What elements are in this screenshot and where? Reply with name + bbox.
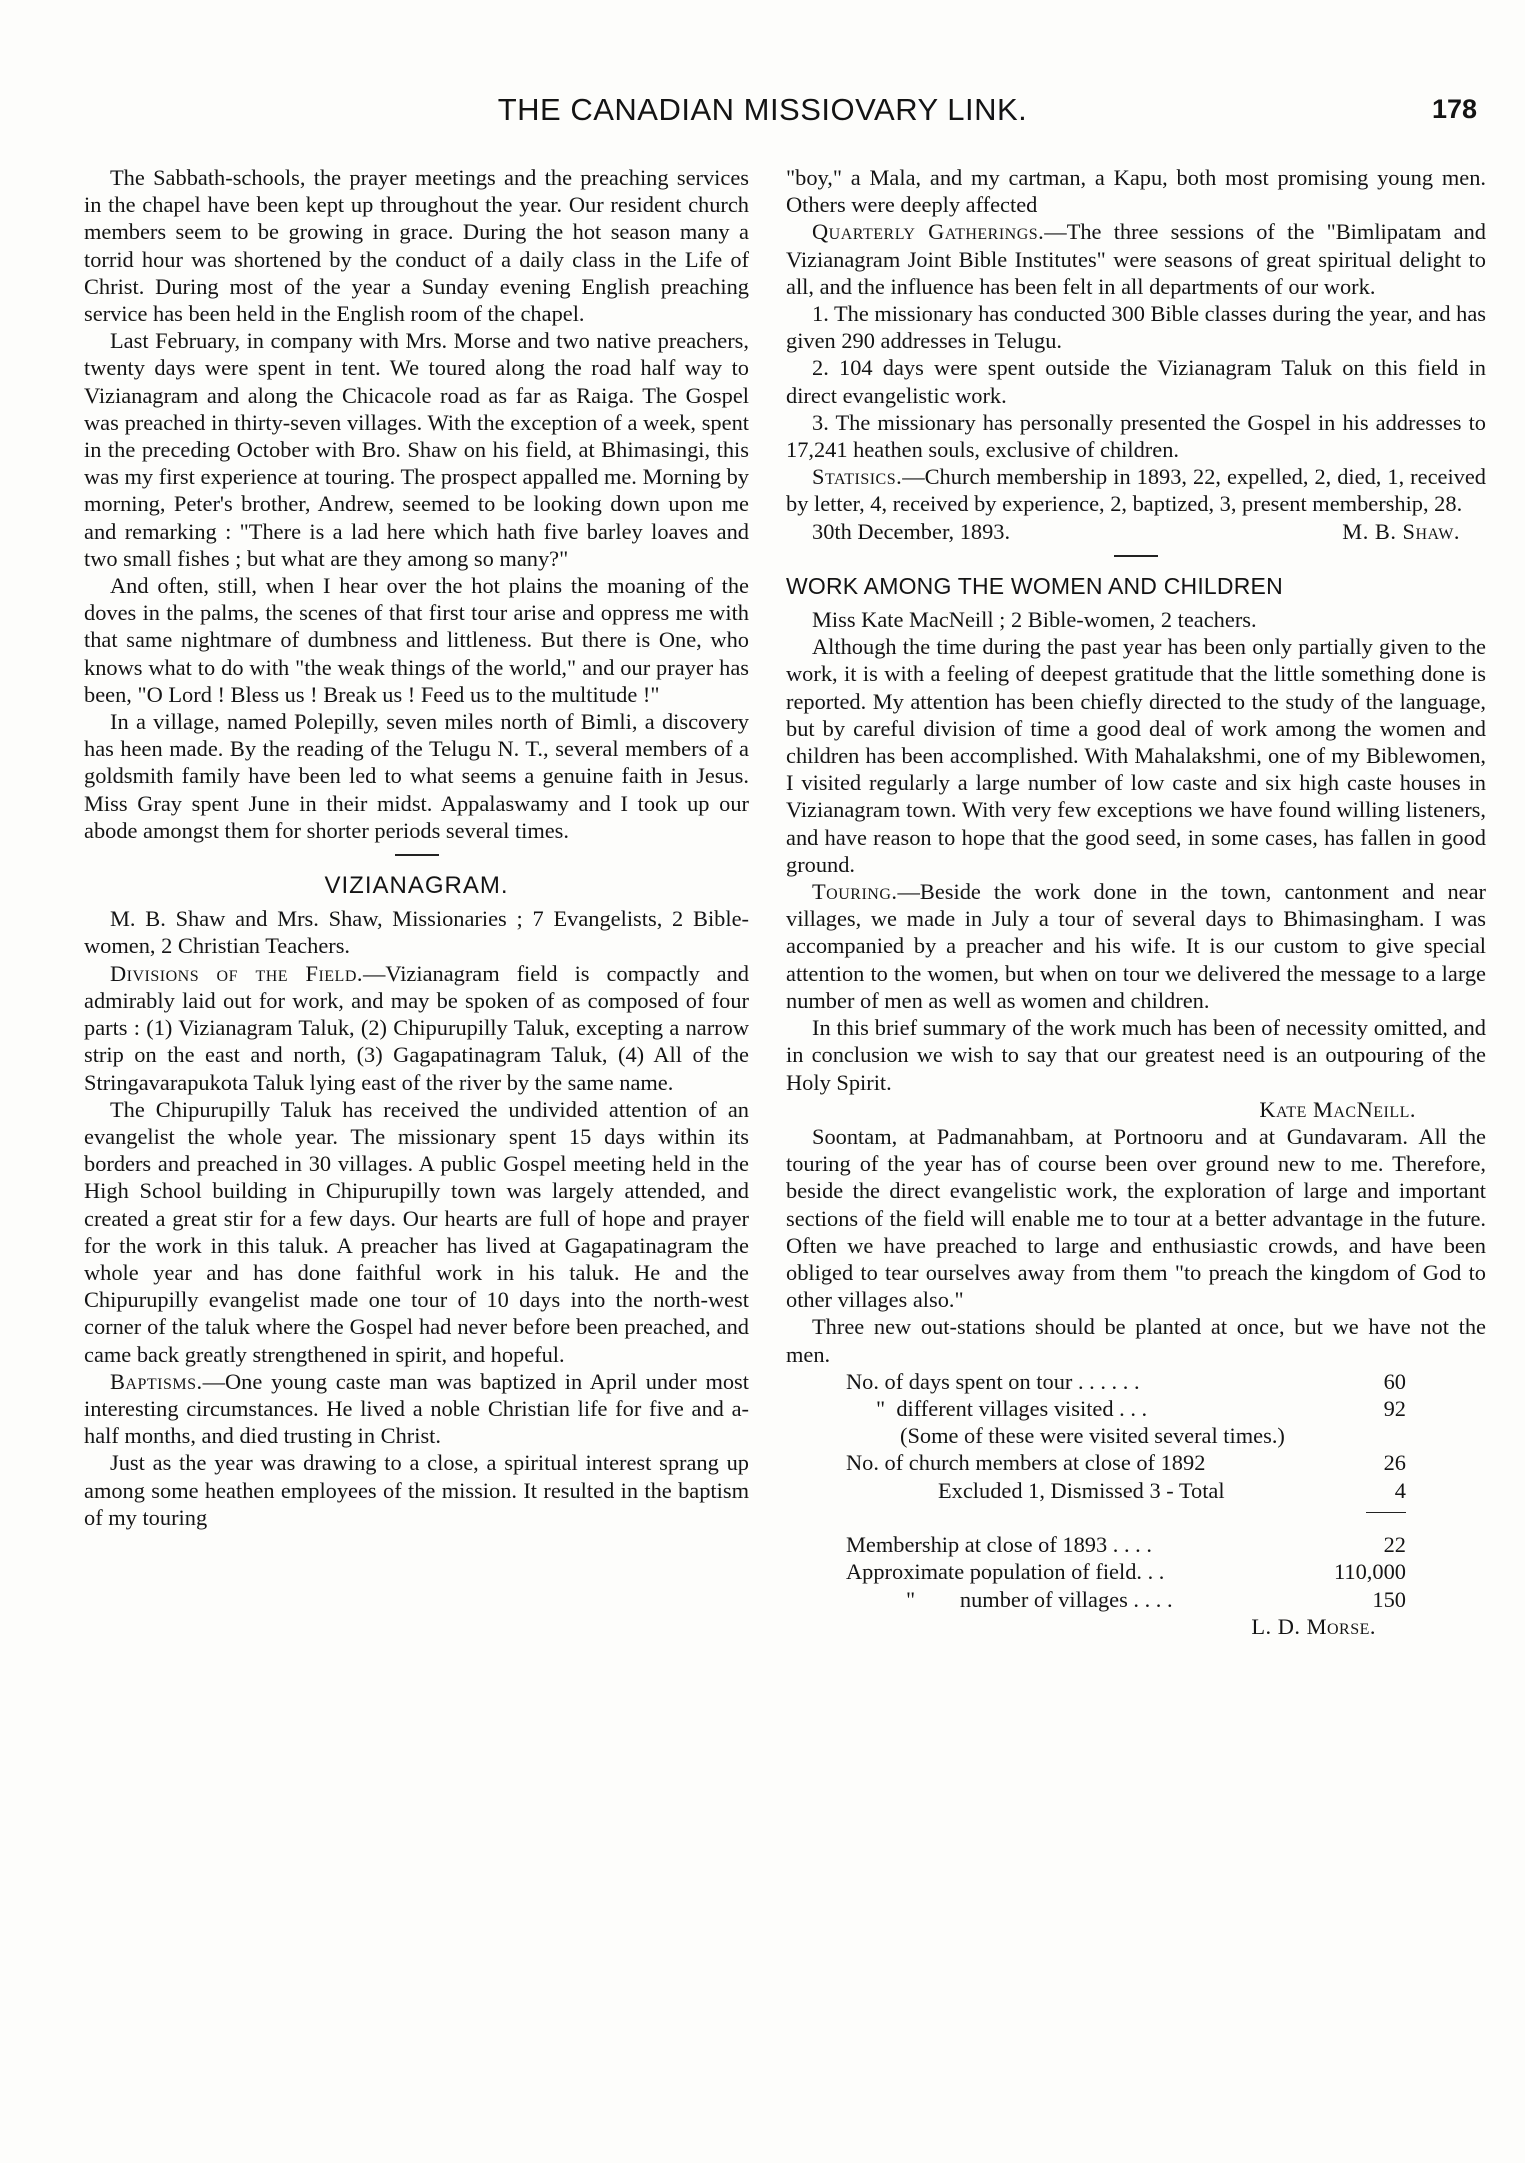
paragraph: Although the time during the past year has been only partially given to the work, it is with a feeling of deepest gratitude that the little something done is reported. My attention has been chiefly directed to the study of the language, but by careful division of time a good deal of work among the women and children has been accomplished. With Mahalakshmi, one of my Biblewomen, I visited regularly a large number of low caste and six high caste houses in Vizianagram town. With very few exceptions we have found willing listeners, and have reason to hope that the good seed, in some cases, has fallen in good ground.	[786, 634, 1486, 877]
stat-row	[846, 1531, 1406, 1558]
right-column	[786, 164, 1486, 1640]
sum-rule	[1366, 1512, 1406, 1514]
divider	[1114, 555, 1158, 557]
paragraph: The Sabbath-schools, the prayer meetings and the preaching services in the chapel have been kept up throughout the year. Our resident church members seem to be growing in grace. During the hot season many a torrid hour was shortened by the conduct of a daily class in the Life of Christ. During most of the year a Sunday evening English preaching service has been held in the English room of the chapel.	[84, 165, 749, 327]
divider	[395, 854, 439, 856]
stat-row	[846, 1558, 1406, 1585]
run-in-heading: Divisions of the Field.	[110, 960, 363, 986]
stat-label: Approximate population of field. . .	[846, 1559, 1165, 1585]
paragraph	[84, 960, 749, 1096]
run-in-heading: Statisics.	[812, 464, 903, 490]
stat-row	[846, 1395, 1406, 1422]
stat-value: 150	[1372, 1586, 1406, 1612]
section-heading: WORK AMONG THE WOMEN AND CHILDREN	[786, 572, 1283, 599]
paragraph: In a village, named Polepilly, seven miles north of Bimli, a discovery has heen made. By the reading of the Telugu N. T., several members of a goldsmith family have been led to what seems a genuine faith in Jesus. Miss Gray spent June in their midst. Appalaswamy and I took up our abode amongst them for shorter periods several times.	[84, 709, 749, 843]
staff-line: M. B. Shaw and Mrs. Shaw, Missionaries ; 7 Evangelists, 2 Bible-women, 2 Christian Teachers.	[84, 906, 749, 959]
paragraph: Three new out-stations should be planted at once, but we have not the men.	[786, 1314, 1486, 1367]
paragraph	[786, 463, 1486, 517]
statistics-table	[846, 1368, 1406, 1613]
stat-value: 92	[1383, 1395, 1406, 1421]
journal-title: THE CANADIAN MISSIOVARY LINK.	[497, 92, 1028, 127]
dateline	[786, 518, 1486, 545]
stat-label: No. of days spent on tour . . . . . .	[846, 1368, 1140, 1394]
list-item: 3. The missionary has personally presented the Gospel in his addresses to 17,241 heathen souls, exclusive of children.	[786, 409, 1486, 463]
list-item: 1. The missionary has conducted 300 Bible classes during the year, and has given 290 addresses in Telugu.	[786, 301, 1486, 354]
stat-value: 60	[1383, 1368, 1406, 1394]
stat-row	[846, 1449, 1406, 1476]
stat-note: (Some of these were visited several times.)	[900, 1423, 1285, 1449]
paragraph-text: —One young caste man was baptized in April under most interesting circumstances. He lived a noble Christian life for five and a-half months, and died trusting in Christ.	[84, 1368, 749, 1449]
paragraph: Just as the year was drawing to a close, a spiritual interest sprang up among some heathen employees of the mission. It resulted in the baptism of my touring	[84, 1450, 749, 1530]
run-in-heading: Quarterly Gatherings.	[812, 219, 1045, 245]
paragraph: "boy," a Mala, and my cartman, a Kapu, both most promising young men. Others were deeply affected	[786, 165, 1486, 218]
stat-label: Excluded 1, Dismissed 3 - Total	[938, 1477, 1225, 1503]
paragraph-text: —Church membership in 1893, 22, expelled, 2, died, 1, received by letter, 4, received by experience, 2, baptized, 3, present membership, 28.	[786, 464, 1486, 517]
date: 30th December, 1893.	[812, 518, 1011, 544]
left-column	[84, 164, 749, 1531]
signature: M. B. Shaw.	[1342, 518, 1460, 544]
stat-label: " number of villages . . . .	[906, 1586, 1173, 1612]
run-in-heading: Baptisms.	[110, 1368, 203, 1394]
paragraph: And often, still, when I hear over the hot plains the moaning of the doves in the palms, the scenes of that first tour arise and oppress me with that same nightmare of dumbness and littleness. But there is One, who knows what to do with "the weak things of the world," and our prayer has been, "O Lord ! Bless us ! Break us ! Feed us to the multitude !"	[84, 573, 749, 707]
paragraph: The Chipurupilly Taluk has received the undivided attention of an evangelist the whole year. The missionary spent 15 days within its borders and preached in 30 villages. A public Gospel meeting held in the High School building in Chipurupilly town was largely attended, and created a great stir for a few days. Our hearts are full of hope and prayer for the work in this taluk. A preacher has lived at Gagapatinagram the whole year and has done faithful work in his taluk. He and the Chipurupilly evangelist made one tour of 10 days into the north-west corner of the taluk where the Gospel had never before been preached, and came back greatly strengthened in spirit, and hopeful.	[84, 1096, 749, 1367]
running-header	[0, 92, 1525, 132]
list-item: 2. 104 days were spent outside the Vizianagram Taluk on this field in direct evangelistic work.	[786, 355, 1486, 408]
run-in-heading: Touring.	[812, 879, 898, 905]
stat-label: " different villages visited . . .	[876, 1395, 1148, 1421]
paragraph: Last February, in company with Mrs. Morse and two native preachers, twenty days were spent in tent. We toured along the road half way to Vizianagram and along the Chicacole road as far as Raiga. The Gospel was preached in thirty-seven villages. With the exception of a week, spent in the preceding October with Bro. Shaw on his field, at Bhimasingi, this was my first experience at touring. The prospect appalled me. Morning by morning, Peter's brother, Andrew, seemed to be looking down upon me and remarking : "There is a lad here which hath five barley loaves and two small fishes ; but what are they among so many?"	[84, 328, 749, 571]
signature: L. D. Morse.	[1251, 1613, 1376, 1639]
stat-value: 26	[1383, 1450, 1406, 1476]
stat-label: Membership at close of 1893 . . . .	[846, 1532, 1152, 1558]
stat-row	[846, 1368, 1406, 1395]
paragraph-text: —Vizianagram field is compactly and admirably laid out for work, and may be spoken of as composed of four parts : (1) Vizianagram Taluk, (2) Chipurupilly Taluk, excepting a narrow strip on the east and north, (3) Gagapatinagram Taluk, (4) All of the Stringavarapukota Taluk lying east of the river by the same name.	[84, 960, 749, 1095]
paragraph: Soontam, at Padmanahbam, at Portnooru and at Gundavaram. All the touring of the year has of course been over ground new to me. Therefore, beside the direct evangelistic work, the exploration of large and important sections of the field will enable me to tour at a better advantage in the future. Often we have preached to large and enthusiastic crowds, and have been obliged to tear ourselves away from them "to preach the kingdom of God to other villages also."	[786, 1123, 1486, 1313]
signature: Kate MacNeill.	[1259, 1096, 1416, 1122]
staff-line: Miss Kate MacNeill ; 2 Bible-women, 2 teachers.	[812, 607, 1257, 633]
stat-value: 22	[1383, 1532, 1406, 1558]
stat-row	[846, 1586, 1406, 1613]
stat-value: 4	[1394, 1477, 1406, 1503]
paragraph	[84, 1368, 749, 1450]
paragraph	[786, 218, 1486, 300]
paragraph	[786, 878, 1486, 1014]
paragraph-text: —The three sessions of the "Bimlipatam and Vizianagram Joint Bible Institutes" were seasons of great spiritual delight to all, and the influence has been felt in all departments of our work.	[786, 219, 1486, 299]
stat-value: 110,000	[1334, 1559, 1406, 1585]
stat-row	[846, 1477, 1406, 1504]
paragraph-text: —Beside the work done in the town, cantonment and near villages, we made in July a tour of several days to Bhimasingham. I was accompanied by a preacher and his wife. It is our custom to give special attention to the women, but when on tour we delivered the message to a large number of men as well as women and children.	[786, 879, 1486, 1013]
page-number: 178	[1431, 94, 1477, 124]
paragraph: In this brief summary of the work much has been of necessity omitted, and in conclusion we wish to say that our greatest need is an outpouring of the Holy Spirit.	[786, 1015, 1486, 1095]
stat-label: No. of church members at close of 1892	[846, 1450, 1206, 1476]
section-heading: VIZIANAGRAM.	[324, 872, 509, 900]
